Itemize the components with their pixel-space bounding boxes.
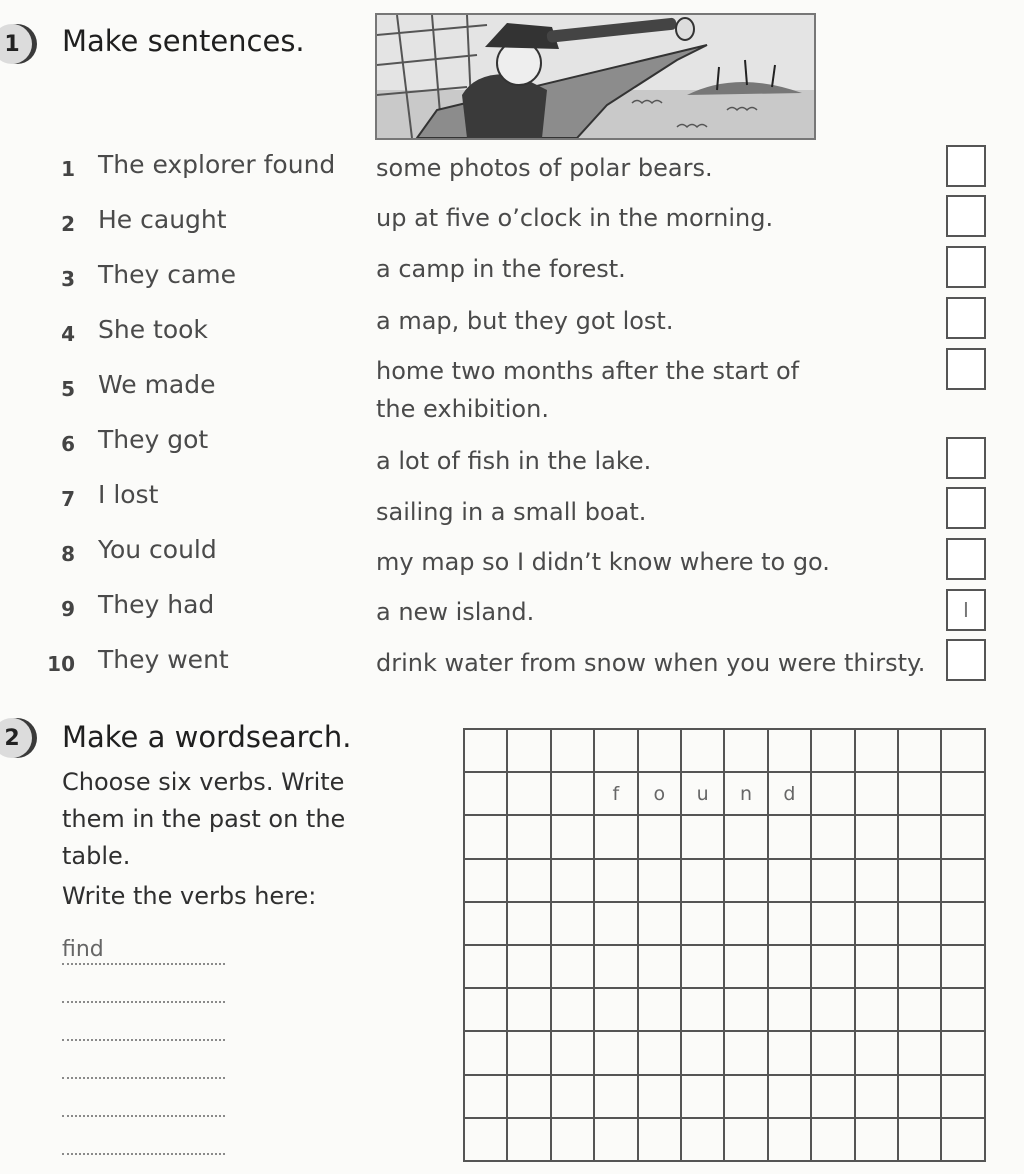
grid-cell[interactable] xyxy=(725,816,768,859)
grid-cell[interactable] xyxy=(595,989,638,1032)
grid-cell[interactable]: f xyxy=(595,773,638,816)
grid-cell[interactable] xyxy=(552,730,595,773)
grid-cell[interactable] xyxy=(595,1119,638,1162)
grid-cell[interactable] xyxy=(812,946,855,989)
grid-cell[interactable] xyxy=(465,1076,508,1119)
grid-cell[interactable] xyxy=(856,989,899,1032)
sentence-end-continued: the exhibition. xyxy=(376,395,549,423)
grid-cell[interactable] xyxy=(812,773,855,816)
row-number: 2 xyxy=(61,212,75,236)
sentence-start: I lost xyxy=(98,480,159,509)
grid-cell[interactable] xyxy=(725,730,768,773)
sentence-end: a map, but they got lost. xyxy=(376,307,674,335)
grid-cell[interactable] xyxy=(725,1076,768,1119)
grid-cell[interactable] xyxy=(942,860,985,903)
grid-cell[interactable] xyxy=(639,730,682,773)
grid-cell[interactable] xyxy=(812,1076,855,1119)
grid-cell[interactable] xyxy=(682,1076,725,1119)
grid-cell[interactable]: d xyxy=(769,773,812,816)
exercise-number-badge xyxy=(0,718,32,758)
grid-cell[interactable] xyxy=(595,903,638,946)
grid-cell[interactable] xyxy=(769,1119,812,1162)
instruction-text: Write the verbs here: xyxy=(62,882,317,910)
grid-cell[interactable] xyxy=(552,816,595,859)
sentence-start: The explorer found xyxy=(98,150,336,179)
sentence-end: a camp in the forest. xyxy=(376,255,626,283)
grid-cell[interactable] xyxy=(769,1032,812,1075)
grid-cell[interactable] xyxy=(639,903,682,946)
grid-cell[interactable] xyxy=(508,903,551,946)
explorer-telescope-icon xyxy=(377,15,814,138)
row-number: 8 xyxy=(61,542,75,566)
sentence-end: a new island. xyxy=(376,598,535,626)
grid-cell[interactable] xyxy=(595,1076,638,1119)
grid-cell[interactable] xyxy=(595,816,638,859)
grid-cell[interactable] xyxy=(899,1032,942,1075)
grid-cell[interactable] xyxy=(769,816,812,859)
grid-cell[interactable] xyxy=(899,903,942,946)
grid-cell[interactable] xyxy=(508,730,551,773)
grid-cell[interactable] xyxy=(769,1076,812,1119)
grid-cell[interactable]: o xyxy=(639,773,682,816)
grid-cell[interactable] xyxy=(725,946,768,989)
grid-cell[interactable] xyxy=(465,1119,508,1162)
grid-cell[interactable] xyxy=(769,903,812,946)
exercise-title: Make sentences. xyxy=(62,24,305,58)
row-number: 10 xyxy=(47,652,75,676)
sentence-start: She took xyxy=(98,315,208,344)
grid-cell[interactable] xyxy=(856,946,899,989)
grid-cell[interactable] xyxy=(552,773,595,816)
grid-cell[interactable] xyxy=(465,946,508,989)
grid-cell[interactable] xyxy=(682,903,725,946)
grid-cell[interactable] xyxy=(899,1076,942,1119)
grid-cell[interactable] xyxy=(856,1076,899,1119)
grid-cell[interactable] xyxy=(682,860,725,903)
grid-cell[interactable] xyxy=(725,989,768,1032)
grid-cell[interactable] xyxy=(465,730,508,773)
grid-cell[interactable] xyxy=(465,1032,508,1075)
exercise-title: Make a wordsearch. xyxy=(62,720,352,754)
grid-cell[interactable] xyxy=(856,730,899,773)
grid-cell[interactable] xyxy=(508,860,551,903)
grid-cell[interactable] xyxy=(682,816,725,859)
instruction-text: Choose six verbs. Write them in the past on the table. xyxy=(62,768,346,870)
grid-cell[interactable] xyxy=(725,903,768,946)
grid-cell[interactable] xyxy=(769,989,812,1032)
sentence-start: We made xyxy=(98,370,216,399)
sentence-start: They came xyxy=(98,260,237,289)
sentence-end: home two months after the start of xyxy=(376,357,800,385)
grid-cell[interactable] xyxy=(508,1119,551,1162)
grid-cell[interactable] xyxy=(942,773,985,816)
grid-cell[interactable] xyxy=(942,730,985,773)
grid-cell[interactable] xyxy=(465,816,508,859)
grid-cell[interactable] xyxy=(552,903,595,946)
grid-cell[interactable] xyxy=(595,946,638,989)
verb-input[interactable] xyxy=(62,1051,225,1079)
answer-box[interactable] xyxy=(946,297,986,339)
grid-cell[interactable] xyxy=(682,1119,725,1162)
sentence-start: He caught xyxy=(98,205,227,234)
grid-cell[interactable] xyxy=(595,860,638,903)
grid-cell[interactable] xyxy=(812,1032,855,1075)
sentence-end: a lot of fish in the lake. xyxy=(376,447,652,475)
grid-cell[interactable] xyxy=(508,773,551,816)
answer-box[interactable]: I xyxy=(946,589,986,631)
grid-cell[interactable]: u xyxy=(682,773,725,816)
verb-input[interactable]: find xyxy=(62,937,225,965)
verb-input[interactable] xyxy=(62,1127,225,1155)
grid-cell[interactable] xyxy=(465,773,508,816)
verb-input[interactable] xyxy=(62,975,225,1003)
grid-cell[interactable] xyxy=(942,946,985,989)
grid-cell[interactable] xyxy=(639,989,682,1032)
answer-box[interactable] xyxy=(946,437,986,479)
grid-cell[interactable] xyxy=(899,773,942,816)
grid-cell[interactable] xyxy=(508,1076,551,1119)
grid-cell[interactable] xyxy=(812,816,855,859)
verb-input[interactable] xyxy=(62,1013,225,1041)
grid-cell[interactable] xyxy=(639,860,682,903)
row-number: 9 xyxy=(61,597,75,621)
grid-cell[interactable] xyxy=(899,989,942,1032)
answer-box[interactable] xyxy=(946,145,986,187)
grid-cell[interactable] xyxy=(465,903,508,946)
grid-cell[interactable] xyxy=(856,773,899,816)
grid-cell[interactable] xyxy=(508,1032,551,1075)
row-number: 1 xyxy=(61,157,75,181)
grid-cell[interactable] xyxy=(639,1032,682,1075)
grid-cell[interactable] xyxy=(856,1119,899,1162)
grid-cell[interactable] xyxy=(508,816,551,859)
grid-cell[interactable] xyxy=(682,989,725,1032)
grid-cell[interactable] xyxy=(595,730,638,773)
grid-cell[interactable] xyxy=(942,1076,985,1119)
grid-cell[interactable] xyxy=(856,1032,899,1075)
grid-cell[interactable] xyxy=(942,989,985,1032)
grid-cell[interactable] xyxy=(725,1032,768,1075)
exercise-number-badge xyxy=(0,24,32,64)
grid-cell[interactable] xyxy=(812,903,855,946)
exercise-number: 1 xyxy=(4,31,20,57)
grid-cell[interactable] xyxy=(942,903,985,946)
grid-cell[interactable] xyxy=(552,860,595,903)
exercise-number: 2 xyxy=(4,725,20,751)
grid-cell[interactable] xyxy=(899,946,942,989)
grid-cell[interactable] xyxy=(639,946,682,989)
grid-cell[interactable] xyxy=(899,1119,942,1162)
grid-cell[interactable] xyxy=(769,946,812,989)
grid-cell[interactable] xyxy=(812,860,855,903)
grid-cell[interactable] xyxy=(508,989,551,1032)
row-number: 3 xyxy=(61,267,75,291)
grid-cell[interactable] xyxy=(508,946,551,989)
wordsearch-grid xyxy=(463,728,986,1162)
grid-cell[interactable] xyxy=(899,816,942,859)
grid-cell[interactable] xyxy=(812,730,855,773)
answer-box[interactable] xyxy=(946,246,986,288)
grid-cell[interactable] xyxy=(595,1032,638,1075)
grid-cell[interactable] xyxy=(552,946,595,989)
grid-cell[interactable] xyxy=(942,816,985,859)
grid-cell[interactable] xyxy=(639,1119,682,1162)
grid-cell[interactable] xyxy=(552,1032,595,1075)
sentence-end: up at five o’clock in the morning. xyxy=(376,204,774,232)
grid-cell[interactable] xyxy=(856,816,899,859)
row-number: 5 xyxy=(61,377,75,401)
grid-cell[interactable] xyxy=(682,946,725,989)
answer-box[interactable] xyxy=(946,487,986,529)
grid-cell[interactable] xyxy=(465,989,508,1032)
sentence-end: sailing in a small boat. xyxy=(376,498,647,526)
row-number: 4 xyxy=(61,322,75,346)
grid-cell[interactable] xyxy=(769,860,812,903)
grid-cell[interactable] xyxy=(769,730,812,773)
grid-cell[interactable] xyxy=(725,1119,768,1162)
grid-cell[interactable] xyxy=(856,903,899,946)
explorer-illustration xyxy=(375,13,816,140)
sentence-end: some photos of polar bears. xyxy=(376,154,713,182)
row-number: 7 xyxy=(61,487,75,511)
grid-cell[interactable] xyxy=(552,1119,595,1162)
row-number: 6 xyxy=(61,432,75,456)
grid-cell[interactable] xyxy=(465,860,508,903)
grid-cell[interactable] xyxy=(639,1076,682,1119)
grid-cell[interactable] xyxy=(812,1119,855,1162)
grid-cell[interactable] xyxy=(552,989,595,1032)
grid-cell[interactable] xyxy=(812,989,855,1032)
grid-cell[interactable] xyxy=(552,1076,595,1119)
grid-cell[interactable] xyxy=(856,860,899,903)
grid-cell[interactable] xyxy=(682,1032,725,1075)
answer-box[interactable] xyxy=(946,538,986,580)
sentence-end: drink water from snow when you were thirsty. xyxy=(376,649,926,677)
grid-cell[interactable] xyxy=(899,860,942,903)
answer-box[interactable] xyxy=(946,348,986,390)
grid-cell[interactable] xyxy=(899,730,942,773)
verb-input[interactable] xyxy=(62,1089,225,1117)
sentence-start: They went xyxy=(98,645,229,674)
answer-box[interactable] xyxy=(946,639,986,681)
sentence-start: They got xyxy=(98,425,209,454)
grid-cell[interactable] xyxy=(942,1032,985,1075)
grid-cell[interactable] xyxy=(682,730,725,773)
sentence-end: my map so I didn’t know where to go. xyxy=(376,548,830,576)
grid-cell[interactable] xyxy=(725,860,768,903)
grid-cell[interactable]: n xyxy=(725,773,768,816)
answer-box[interactable] xyxy=(946,195,986,237)
sentence-start: You could xyxy=(98,535,217,564)
grid-cell[interactable] xyxy=(942,1119,985,1162)
grid-cell[interactable] xyxy=(639,816,682,859)
sentence-start: They had xyxy=(98,590,215,619)
